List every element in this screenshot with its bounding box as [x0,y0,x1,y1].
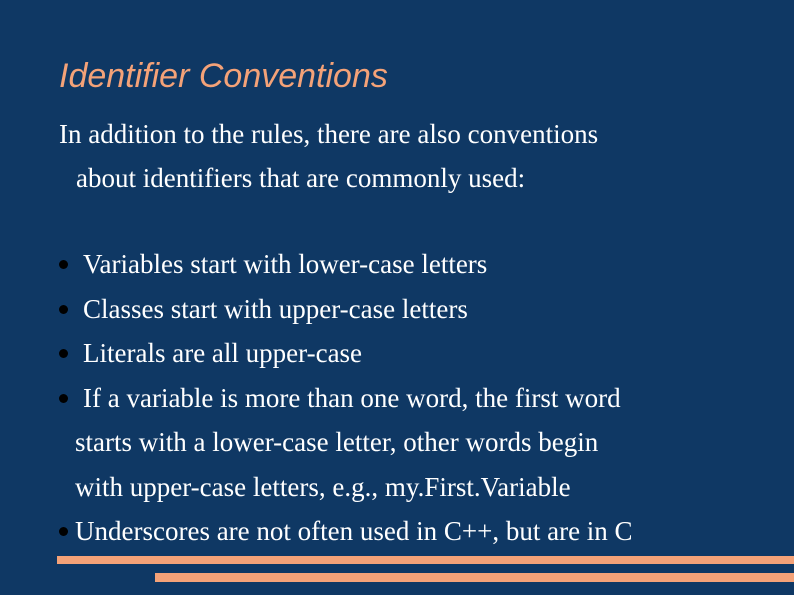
list-item-text-continued: starts with a lower-case letter, other words begin [75,427,599,457]
list-item [59,287,779,332]
decorative-bar-lower [155,573,794,582]
bullet-dot-icon [59,394,68,403]
bullet-dot-icon [59,305,68,314]
list-item [59,242,779,287]
bullet-dot-icon [59,527,68,536]
list-item-text: Literals are all upper-case [83,338,363,368]
list-item-text: Underscores are not often used in C++, but are in C [75,516,633,546]
list-item-text: Variables start with lower-case letters [83,249,488,279]
bullet-dot-icon [59,349,68,358]
list-item-text: If a variable is more than one word, the first word [83,382,621,413]
list-item [59,331,779,376]
list-item-text: Classes start with upper-case letters [83,293,468,324]
slide-title: Identifier Conventions [59,57,388,95]
intro-line-2: about identifiers that are commonly used: [76,163,526,193]
list-item-text-continued: with upper-case letters, e.g., my.First.Variable [75,471,571,502]
list-item [59,376,779,510]
intro-paragraph [59,112,759,200]
decorative-bar-upper [57,556,794,564]
bullet-dot-icon [59,260,68,269]
list-item [59,509,779,554]
conventions-list [59,242,779,554]
intro-line-1: In addition to the rules, there are also conventions [59,119,599,149]
